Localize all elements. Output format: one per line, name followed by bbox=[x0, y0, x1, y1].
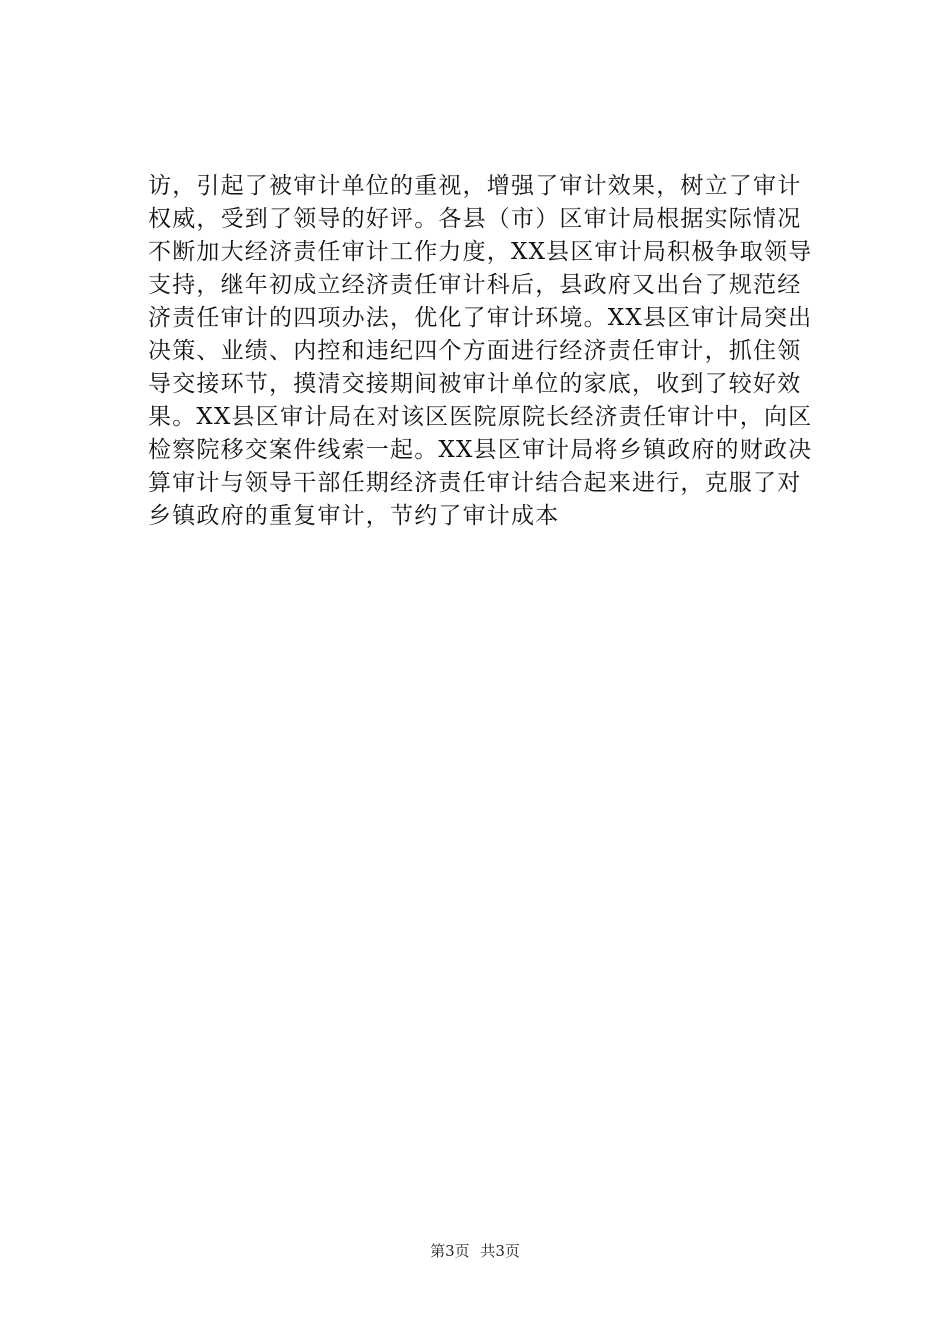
text-line: 济责任审计的四项办法，优化了审计环境。XX县区审计局突出 bbox=[148, 305, 813, 331]
page-number-current: 第3页 bbox=[430, 1242, 470, 1260]
page-number-total: 共3页 bbox=[480, 1242, 520, 1260]
text-line: 导交接环节，摸清交接期间被审计单位的家底，收到了较好效 bbox=[148, 371, 802, 397]
text-line: 乡镇政府的重复审计，节约了审计成本 bbox=[148, 503, 560, 529]
text-line: 果。XX县区审计局在对该区医院原院长经济责任审计中，向区 bbox=[148, 404, 813, 430]
body-paragraph bbox=[148, 170, 838, 533]
text-line: 不断加大经济责任审计工作力度，XX县区审计局积极争取领导 bbox=[148, 239, 813, 265]
text-line: 权威，受到了领导的好评。各县（市）区审计局根据实际情况 bbox=[148, 206, 802, 232]
text-line: 支持，继年初成立经济责任审计科后，县政府又出台了规范经 bbox=[148, 272, 802, 298]
text-line: 访，引起了被审计单位的重视，增强了审计效果，树立了审计 bbox=[148, 173, 802, 199]
text-line: 检察院移交案件线索一起。XX县区审计局将乡镇政府的财政决 bbox=[148, 437, 813, 463]
text-line: 决策、业绩、内控和违纪四个方面进行经济责任审计，抓住领 bbox=[148, 338, 802, 364]
text-line: 算审计与领导干部任期经济责任审计结合起来进行，克服了对 bbox=[148, 470, 802, 496]
page-footer bbox=[0, 1241, 950, 1261]
